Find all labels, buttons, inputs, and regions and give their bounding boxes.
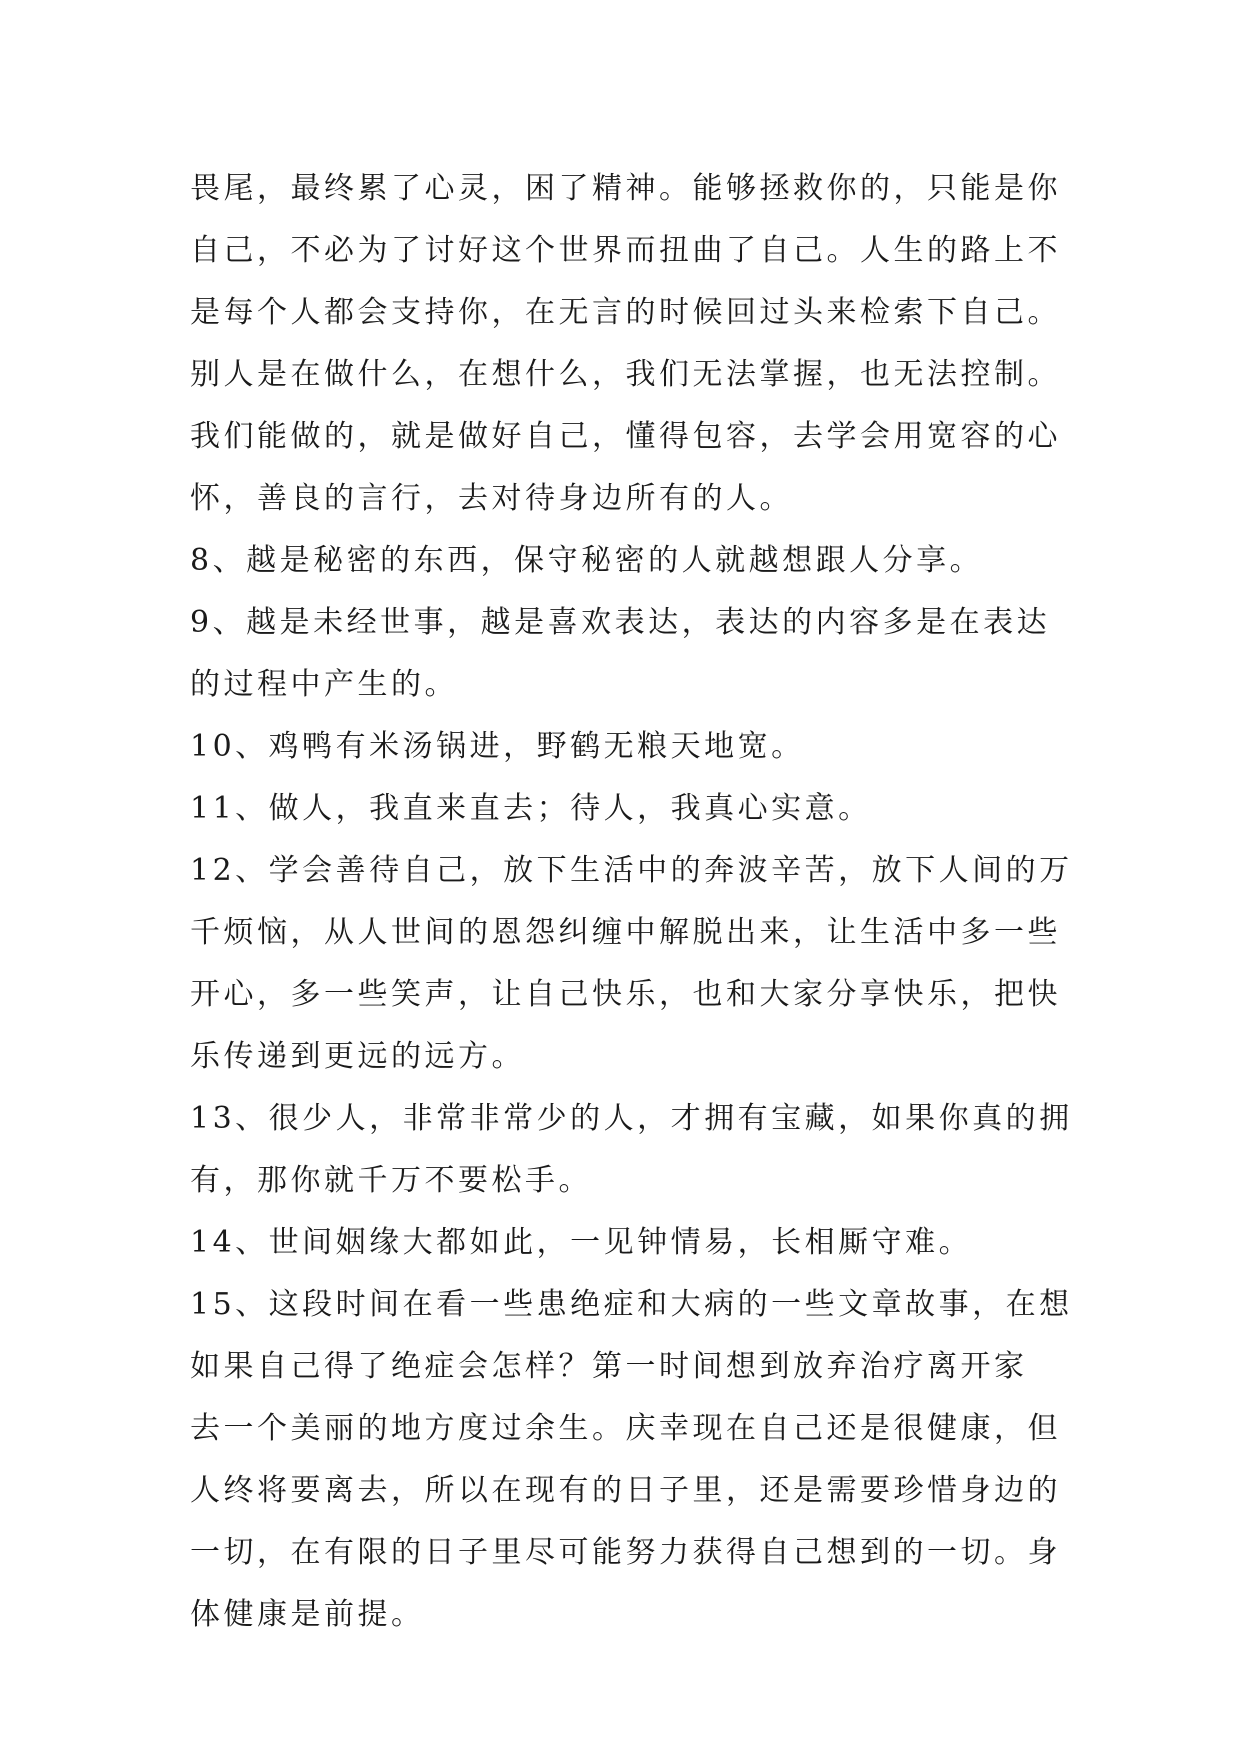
- text-line: 去一个美丽的地方度过余生。庆幸现在自己还是很健康，但: [190, 1411, 1061, 1446]
- text-line: 是每个人都会支持你，在无言的时候回过头来检索下自己。: [190, 295, 1061, 330]
- text-line: 怀，善良的言行，去对待身边所有的人。: [190, 481, 793, 516]
- text-line: 乐传递到更远的远方。: [190, 1039, 525, 1074]
- text-line: 一切，在有限的日子里尽可能努力获得自己想到的一切。身: [190, 1535, 1061, 1570]
- text-line: 自己，不必为了讨好这个世界而扭曲了自己。人生的路上不: [190, 233, 1061, 268]
- text-line: 畏尾，最终累了心灵，困了精神。能够拯救你的，只能是你: [190, 171, 1061, 206]
- text-line: 别人是在做什么，在想什么，我们无法掌握，也无法控制。: [190, 357, 1061, 392]
- text-line: 10、鸡鸭有米汤锅进，野鹤无粮天地宽。: [190, 729, 805, 764]
- text-line: 有，那你就千万不要松手。: [190, 1163, 592, 1198]
- text-line: 开心，多一些笑声，让自己快乐，也和大家分享快乐，把快: [190, 977, 1061, 1012]
- text-line: 我们能做的，就是做好自己，懂得包容，去学会用宽容的心: [190, 419, 1061, 454]
- text-line: 如果自己得了绝症会怎样？第一时间想到放弃治疗离开家: [190, 1349, 1028, 1384]
- text-line: 11、做人，我直来直去；待人，我真心实意。: [190, 791, 872, 826]
- text-line: 体健康是前提。: [190, 1597, 425, 1632]
- text-line: 人终将要离去，所以在现有的日子里，还是需要珍惜身边的: [190, 1473, 1061, 1508]
- text-line: 千烦恼，从人世间的恩怨纠缠中解脱出来，让生活中多一些: [190, 915, 1061, 950]
- text-line: 的过程中产生的。: [190, 667, 458, 702]
- text-line: 14、世间姻缘大都如此，一见钟情易，长相厮守难。: [190, 1225, 973, 1260]
- text-line: 13、很少人，非常非常少的人，才拥有宝藏，如果你真的拥: [190, 1101, 1073, 1136]
- document-body: [190, 158, 1073, 1646]
- text-line: 9、越是未经世事，越是喜欢表达，表达的内容多是在表达: [190, 605, 1051, 640]
- text-line: 12、学会善待自己，放下生活中的奔波辛苦，放下人间的万: [190, 853, 1073, 888]
- text-line: 8、越是秘密的东西，保守秘密的人就越想跟人分享。: [190, 543, 984, 578]
- text-line: 15、这段时间在看一些患绝症和大病的一些文章故事，在想: [190, 1287, 1073, 1322]
